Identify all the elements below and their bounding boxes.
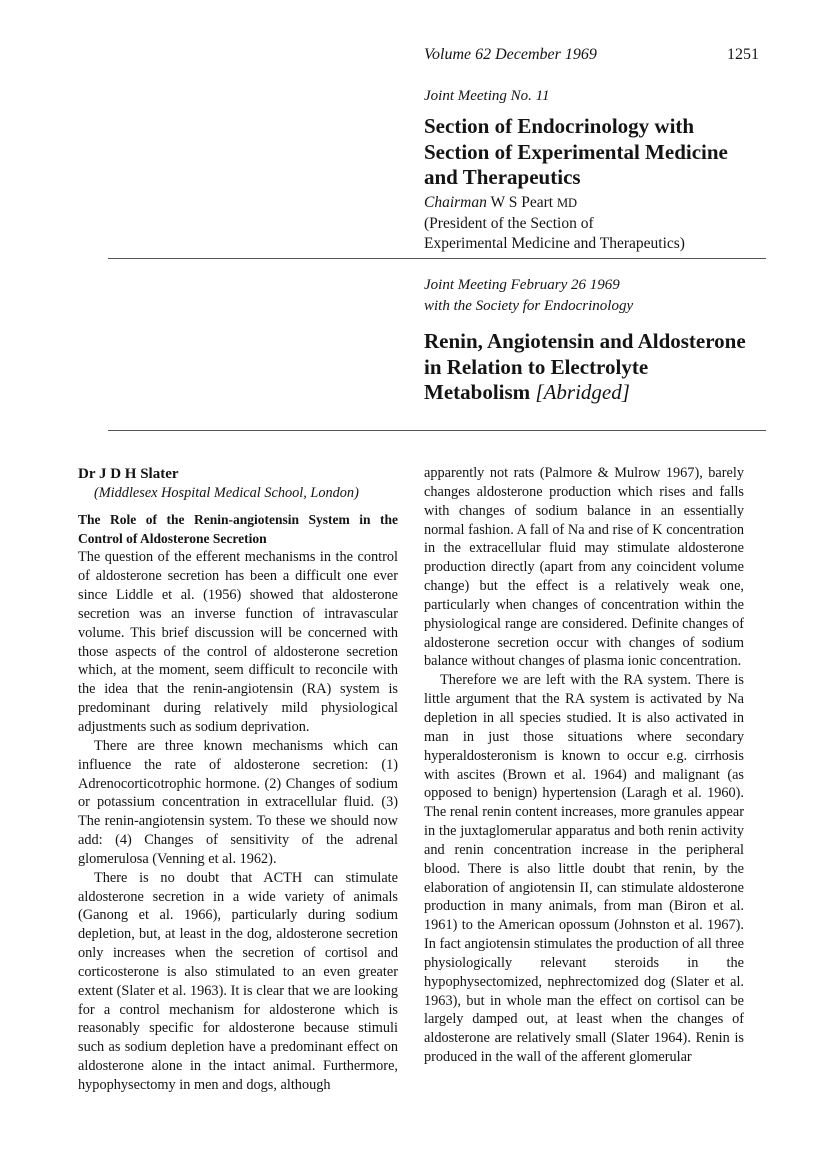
session-with: with the Society for Endocrinology xyxy=(424,298,634,314)
chairman-note-2: Experimental Medicine and Therapeutics) xyxy=(424,235,685,252)
section-subheading: The Role of the Renin-angiotensin System in the Control of Aldosterone Secretion xyxy=(78,511,398,546)
article-title-block xyxy=(424,329,754,406)
author-name: Dr J D H Slater xyxy=(78,466,179,482)
divider-rule xyxy=(108,430,766,431)
article-title: Renin, Angiotensin and Aldosterone in Relation to Electrolyte Metabolism xyxy=(424,329,746,404)
divider-rule xyxy=(108,258,766,259)
session-date: Joint Meeting February 26 1969 xyxy=(424,277,620,293)
chairman-block xyxy=(424,193,685,255)
section-title: Section of Endocrinology with Section of Experimental Medicine and Therapeutics xyxy=(424,114,728,189)
author-affiliation: (Middlesex Hospital Medical School, London) xyxy=(94,484,359,501)
chairman-note-1: (President of the Section of xyxy=(424,214,594,232)
column-left xyxy=(78,465,398,1095)
chairman-degree: MD xyxy=(556,196,578,210)
running-title: Volume 62 December 1969 xyxy=(424,46,597,63)
page-number: 1251 xyxy=(727,46,759,63)
column-right xyxy=(424,464,744,1067)
chairman-line xyxy=(424,193,685,214)
chairman-role: Chairman xyxy=(424,194,487,211)
meeting-label: Joint Meeting No. 11 xyxy=(424,88,550,104)
paragraph: There is no doubt that ACTH can stimulate aldosterone secretion in a wide variety of animals (Ganong et al. 1966), particularly during sodium depletion, but, at least in the dog, aldosterone secretion only increases when the secretion of cortisol and corticosterone is also stimulated to an even greater extent (Slater et al. 1963). It is clear that we are looking for a control mechanism for aldosterone which is reasonably specific for aldosterone because stimuli such as sodium depletion have a predominant effect on aldosterone alone in the intact animal. Furthermore, hypophysectomy in men and dogs, although xyxy=(78,869,398,1093)
abridged-label: [Abridged] xyxy=(535,380,630,404)
paragraph: The question of the efferent mechanisms in the control of aldosterone secretion has been a difficult one ever since Liddle et al. (1956) showed that aldosterone secretion was an inverse function of intravascular volume. This brief discussion will be concerned with those aspects of the control of aldosterone secretion which, at the moment, seem difficult to reconcile with the idea that the renin-angiotensin (RA) system is predominant during relatively mild physiological adjustments such as sodium deprivation. xyxy=(78,549,398,735)
paragraph: apparently not rats (Palmore & Mulrow 1967), barely changes aldosterone production which rises and falls with changes of sodium balance in an essentially normal fashion. A fall of Na and rise of K concentration in the extracellular fluid may stimulate aldosterone production directly (apart from any coincident volume change) but the effect is a relatively weak one, particularly when changes of concentration within the physiological range are considered. Definite changes of aldosterone secretion occur with changes of sodium balance without changes of plasma ionic concentration. xyxy=(424,465,744,670)
chairman-name: W S Peart xyxy=(490,194,554,211)
paragraph: There are three known mechanisms which can influence the rate of aldosterone secretion: (1) Adrenocorticotrophic hormone. (2) Changes of sodium or potassium concentration in extracellular fluid. (3) The renin-angiotensin system. To these we should now add: (4) Changes of sensitivity of the adrenal glomerulosa (Venning et al. 1962). xyxy=(78,737,398,867)
session-info xyxy=(424,275,633,317)
paragraph: Therefore we are left with the RA system. There is little argument that the RA system is activated by Na depletion in all species studied. It is also activated in man in just those situations where secondary hyperaldosteronism is known to occur e.g. cirrhosis with ascites (Brown et al. 1964) and malignant (as opposed to benign) hypertension (Laragh et al. 1960). The renal renin content increases, more granules appear in the juxtaglomerular apparatus and both renin activity and renin concentration increase in the peripheral blood. There is also little doubt that renin, by the elaboration of angiotensin II, can stimulate aldosterone production in many animals, from man (Biron et al. 1961) to the American opossum (Johnston et al. 1967). In fact angiotensin stimulates the production of all three physiologically relevant steroids in the hypophysectomized, nephrectomized dog (Slater et al. 1963), but in whole man the effect on cortisol can be largely damped out, at least when the changes of aldosterone are relatively small (Slater 1964). Renin is produced in the wall of the afferent glomerular xyxy=(424,672,744,1066)
